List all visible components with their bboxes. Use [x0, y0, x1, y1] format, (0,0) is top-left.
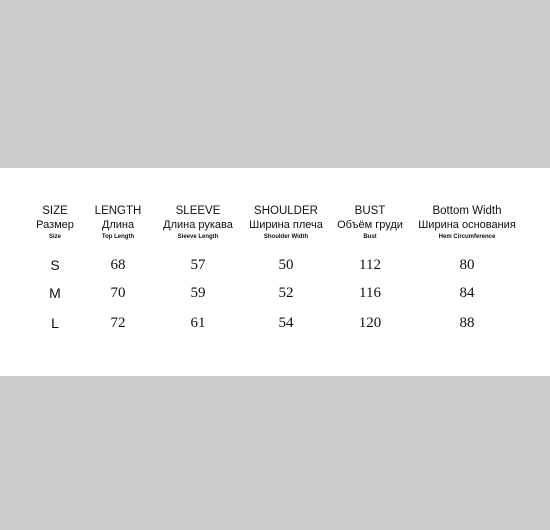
bust-cell: 120: [358, 315, 382, 331]
column-header-sub: Size: [48, 234, 62, 240]
bottom-width-cell: 88: [459, 315, 475, 331]
sleeve-cell: 61: [190, 315, 206, 331]
bust-cell: 112: [359, 257, 381, 273]
column-header-ru: Длина: [101, 219, 135, 231]
column-header-ru: Размер: [36, 219, 74, 231]
sleeve-cell: 59: [190, 285, 206, 301]
bottom-width-cell: 80: [459, 257, 475, 273]
column-header-ru: Ширина плеча: [249, 219, 323, 231]
size-chart-panel: [0, 168, 550, 376]
column-header-ru: Объём груди: [337, 219, 403, 231]
column-header-en: LENGTH: [94, 205, 142, 217]
column-header-ru: Ширина основания: [418, 219, 516, 231]
size-cell: M: [49, 285, 61, 301]
column-header-en: SLEEVE: [175, 205, 221, 217]
size-cell: S: [50, 257, 60, 273]
column-header-ru: Длина рукава: [163, 219, 233, 231]
column-header-en: BUST: [354, 205, 386, 217]
bust-cell: 116: [359, 285, 381, 301]
column-header-en: SHOULDER: [254, 205, 318, 217]
column-header-en: SIZE: [42, 205, 68, 217]
shoulder-cell: 50: [278, 257, 294, 273]
column-header-en: Bottom Width: [432, 205, 502, 217]
column-header-sub: Shoulder Width: [263, 234, 309, 240]
length-cell: 72: [110, 315, 126, 331]
length-cell: 70: [110, 285, 126, 301]
column-header-sub: Hem Circumference: [438, 234, 496, 240]
column-header-sub: Bust: [363, 234, 377, 240]
size-cell: L: [51, 315, 59, 331]
column-header-sub: Top Length: [101, 234, 135, 240]
shoulder-cell: 54: [278, 315, 294, 331]
length-cell: 68: [110, 257, 126, 273]
bottom-width-cell: 84: [459, 285, 475, 301]
sleeve-cell: 57: [190, 257, 206, 273]
column-header-sub: Sleeve Length: [177, 234, 219, 240]
shoulder-cell: 52: [278, 285, 294, 301]
